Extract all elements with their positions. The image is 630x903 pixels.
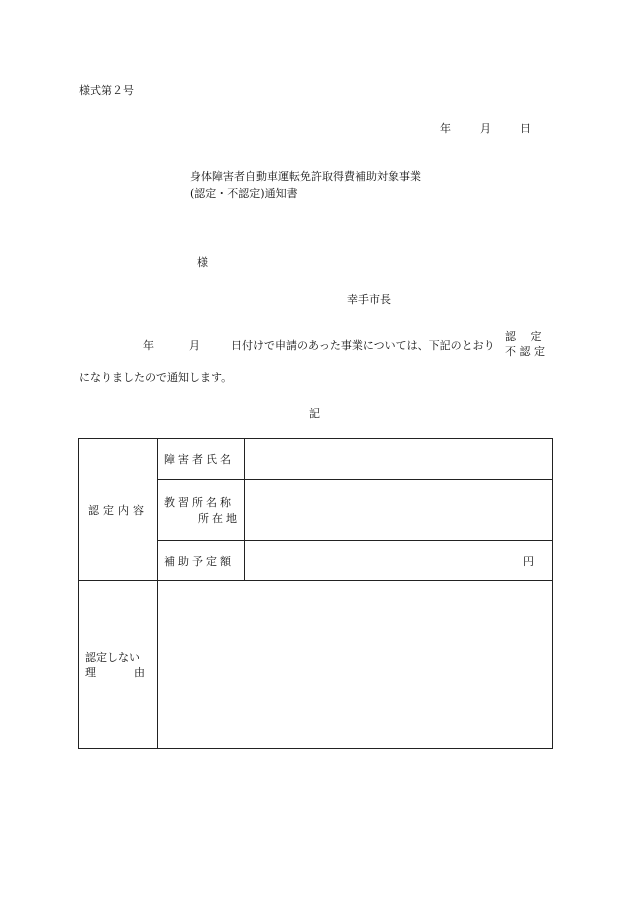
form-number: 様式第２号 bbox=[79, 84, 134, 97]
reason-label bbox=[79, 581, 158, 749]
category-label: 認定内容 bbox=[79, 439, 158, 581]
date-day: 日 bbox=[520, 122, 531, 135]
value-name[interactable] bbox=[245, 439, 553, 480]
label-school-address: 所在地 bbox=[198, 512, 240, 525]
ki-heading: 記 bbox=[309, 407, 320, 420]
issuer-name: 幸手市長 bbox=[347, 293, 391, 306]
value-amount[interactable]: 円 bbox=[245, 541, 553, 581]
reason-label-ri: 理 bbox=[85, 665, 96, 679]
body-line-2: になりましたので通知します。 bbox=[79, 371, 233, 384]
value-school[interactable] bbox=[245, 480, 553, 541]
addressee-suffix: 様 bbox=[197, 256, 208, 269]
table-row bbox=[79, 581, 553, 749]
body-year: 年 bbox=[143, 339, 154, 352]
reason-label-line-1: 認定しない bbox=[85, 650, 140, 664]
date-line bbox=[440, 120, 531, 136]
title-line-1: 身体障害者自動車運転免許取得費補助対象事業 bbox=[190, 170, 421, 183]
details-table bbox=[78, 438, 553, 749]
title-line-2: (認定・不認定)通知書 bbox=[190, 187, 298, 200]
body-month: 月 bbox=[189, 339, 200, 352]
label-name: 障害者氏名 bbox=[158, 439, 245, 480]
label-school bbox=[158, 480, 245, 541]
body-text: 日付けで申請のあった事業については、下記のとおり bbox=[231, 339, 495, 352]
reason-value[interactable] bbox=[158, 581, 553, 749]
label-amount: 補助予定額 bbox=[158, 541, 245, 581]
body-line-1 bbox=[143, 337, 495, 353]
reason-label-yu: 由 bbox=[134, 665, 145, 679]
approval-choice bbox=[505, 329, 545, 359]
label-school-name: 教習所名称 bbox=[164, 496, 234, 509]
table-row bbox=[79, 439, 553, 480]
document-title bbox=[190, 168, 421, 202]
choice-approved: 認 定 bbox=[505, 330, 542, 343]
date-month: 月 bbox=[480, 122, 491, 135]
date-year: 年 bbox=[440, 122, 451, 135]
reason-label-line-2 bbox=[85, 665, 145, 680]
choice-not-approved: 不 認 定 bbox=[505, 345, 545, 358]
